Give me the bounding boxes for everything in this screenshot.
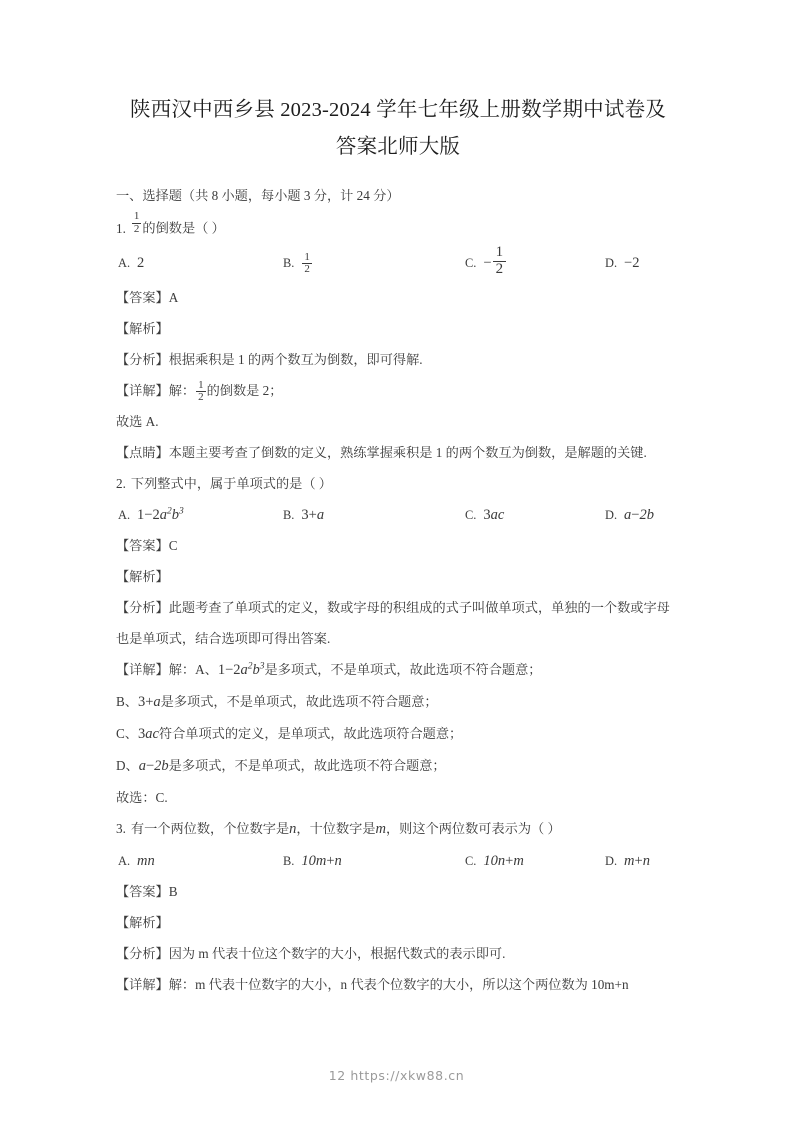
page-title [116,92,680,166]
title-line-1: 陕西汉中西乡县 2023-2024 学年七年级上册数学期中试卷及 [130,99,666,121]
question-1-number: 1. [116,220,126,236]
section-heading: 一、选择题（共 8 小题，每小题 3 分，计 24 分） [116,188,400,203]
question-3-stem: 3. 有一个两位数，个位数字是n，十位数字是m，则这个两位数可表示为（ ） [116,820,561,837]
question-1-answer: 【答案】A [116,289,179,305]
document-content [116,92,680,1000]
question-1-options [116,244,680,282]
question-2-option-d[interactable]: D. a−2b [605,506,654,523]
question-2-stem-text: 下列整式中，属于单项式的是（ ） [130,475,332,491]
question-3-number: 3. [116,820,126,836]
question-3-option-a[interactable]: A. mn [118,852,155,869]
question-2-analysis: 【分析】此题考查了单项式的定义，数或字母的积组成的式子叫做单项式，单独的一个数或字母也是单项式，结合选项即可得出答案. [116,599,670,646]
question-3-option-d[interactable]: D. m+n [605,852,650,869]
question-1-highlight: 【点睛】本题主要考查了倒数的定义，熟练掌握乘积是 1 的两个数互为倒数，是解题的关键. [116,444,647,460]
question-1-detail: 【详解】解： $\frac{1}{2}$ 的倒数是 2； [116,378,283,404]
question-2-stem [116,468,680,499]
question-1-option-c[interactable]: C. − $\frac{1}{2}$ [465,244,507,282]
question-2-analysis-header: 【解析】 [116,568,169,584]
question-1-analysis-header: 【解析】 [116,320,169,336]
question-1-stem [116,211,680,244]
question-1-option-b[interactable]: B. $\frac{1}{2}$ [283,250,310,276]
question-3-option-b[interactable]: B. 10m+n [283,852,342,869]
question-2-detail-a: 【详解】解：A、$1-2a^2b^3$是多项式，不是单项式，故此选项不符合题意； [116,661,542,678]
title-line-2: 答案北师大版 [335,136,461,158]
question-2-options [116,499,680,530]
question-2-detail-c: C、3ac符合单项式的定义，是单项式，故此选项符合题意； [116,725,463,742]
option-b-fraction: $\frac{1}{2}$ [304,250,310,276]
question-3-detail: 【详解】解：m 代表十位数字的大小，n 代表个位数字的大小，所以这个两位数为 10m+n [116,976,629,992]
option-c-fraction: $\frac{1}{2}$ [493,245,507,278]
question-2-conclusion: 故选：C. [116,789,168,805]
question-1-conclusion: 故选 A. [116,413,159,429]
question-1-analysis: 【分析】根据乘积是 1 的两个数互为倒数，即可得解. [116,351,423,367]
question-2-option-a[interactable]: A. $1-2a^2b^3$ [118,506,184,523]
question-1-option-d[interactable]: D. −2 [605,254,640,271]
question-1-stem-text: 的倒数是（ ） [142,220,225,236]
question-2-detail-d: D、a−2b是多项式，不是单项式，故此选项不符合题意； [116,757,446,774]
question-2-detail-b: B、3+a是多项式，不是单项式，故此选项不符合题意； [116,693,438,710]
question-3-options [116,845,680,876]
footer-watermark: 12 https://xkw88.cn [328,1068,465,1083]
question-3-analysis: 【分析】因为 m 代表十位这个数字的大小，根据代数式的表示即可. [116,945,506,961]
detail-fraction: $\frac{1}{2}$ [198,378,204,404]
question-3-option-c[interactable]: C. 10n+m [465,852,524,869]
question-1-option-a[interactable]: A. 2 [118,254,145,271]
question-2-option-b[interactable]: B. 3+a [283,506,325,523]
question-2-answer: 【答案】C [116,537,178,553]
question-3-answer: 【答案】B [116,883,178,899]
question-2-option-c[interactable]: C. 3ac [465,506,505,523]
question-2-number: 2. [116,475,126,491]
question-3-analysis-header: 【解析】 [116,914,169,930]
question-1-fraction: $\frac{1}{2}$ [133,210,140,235]
